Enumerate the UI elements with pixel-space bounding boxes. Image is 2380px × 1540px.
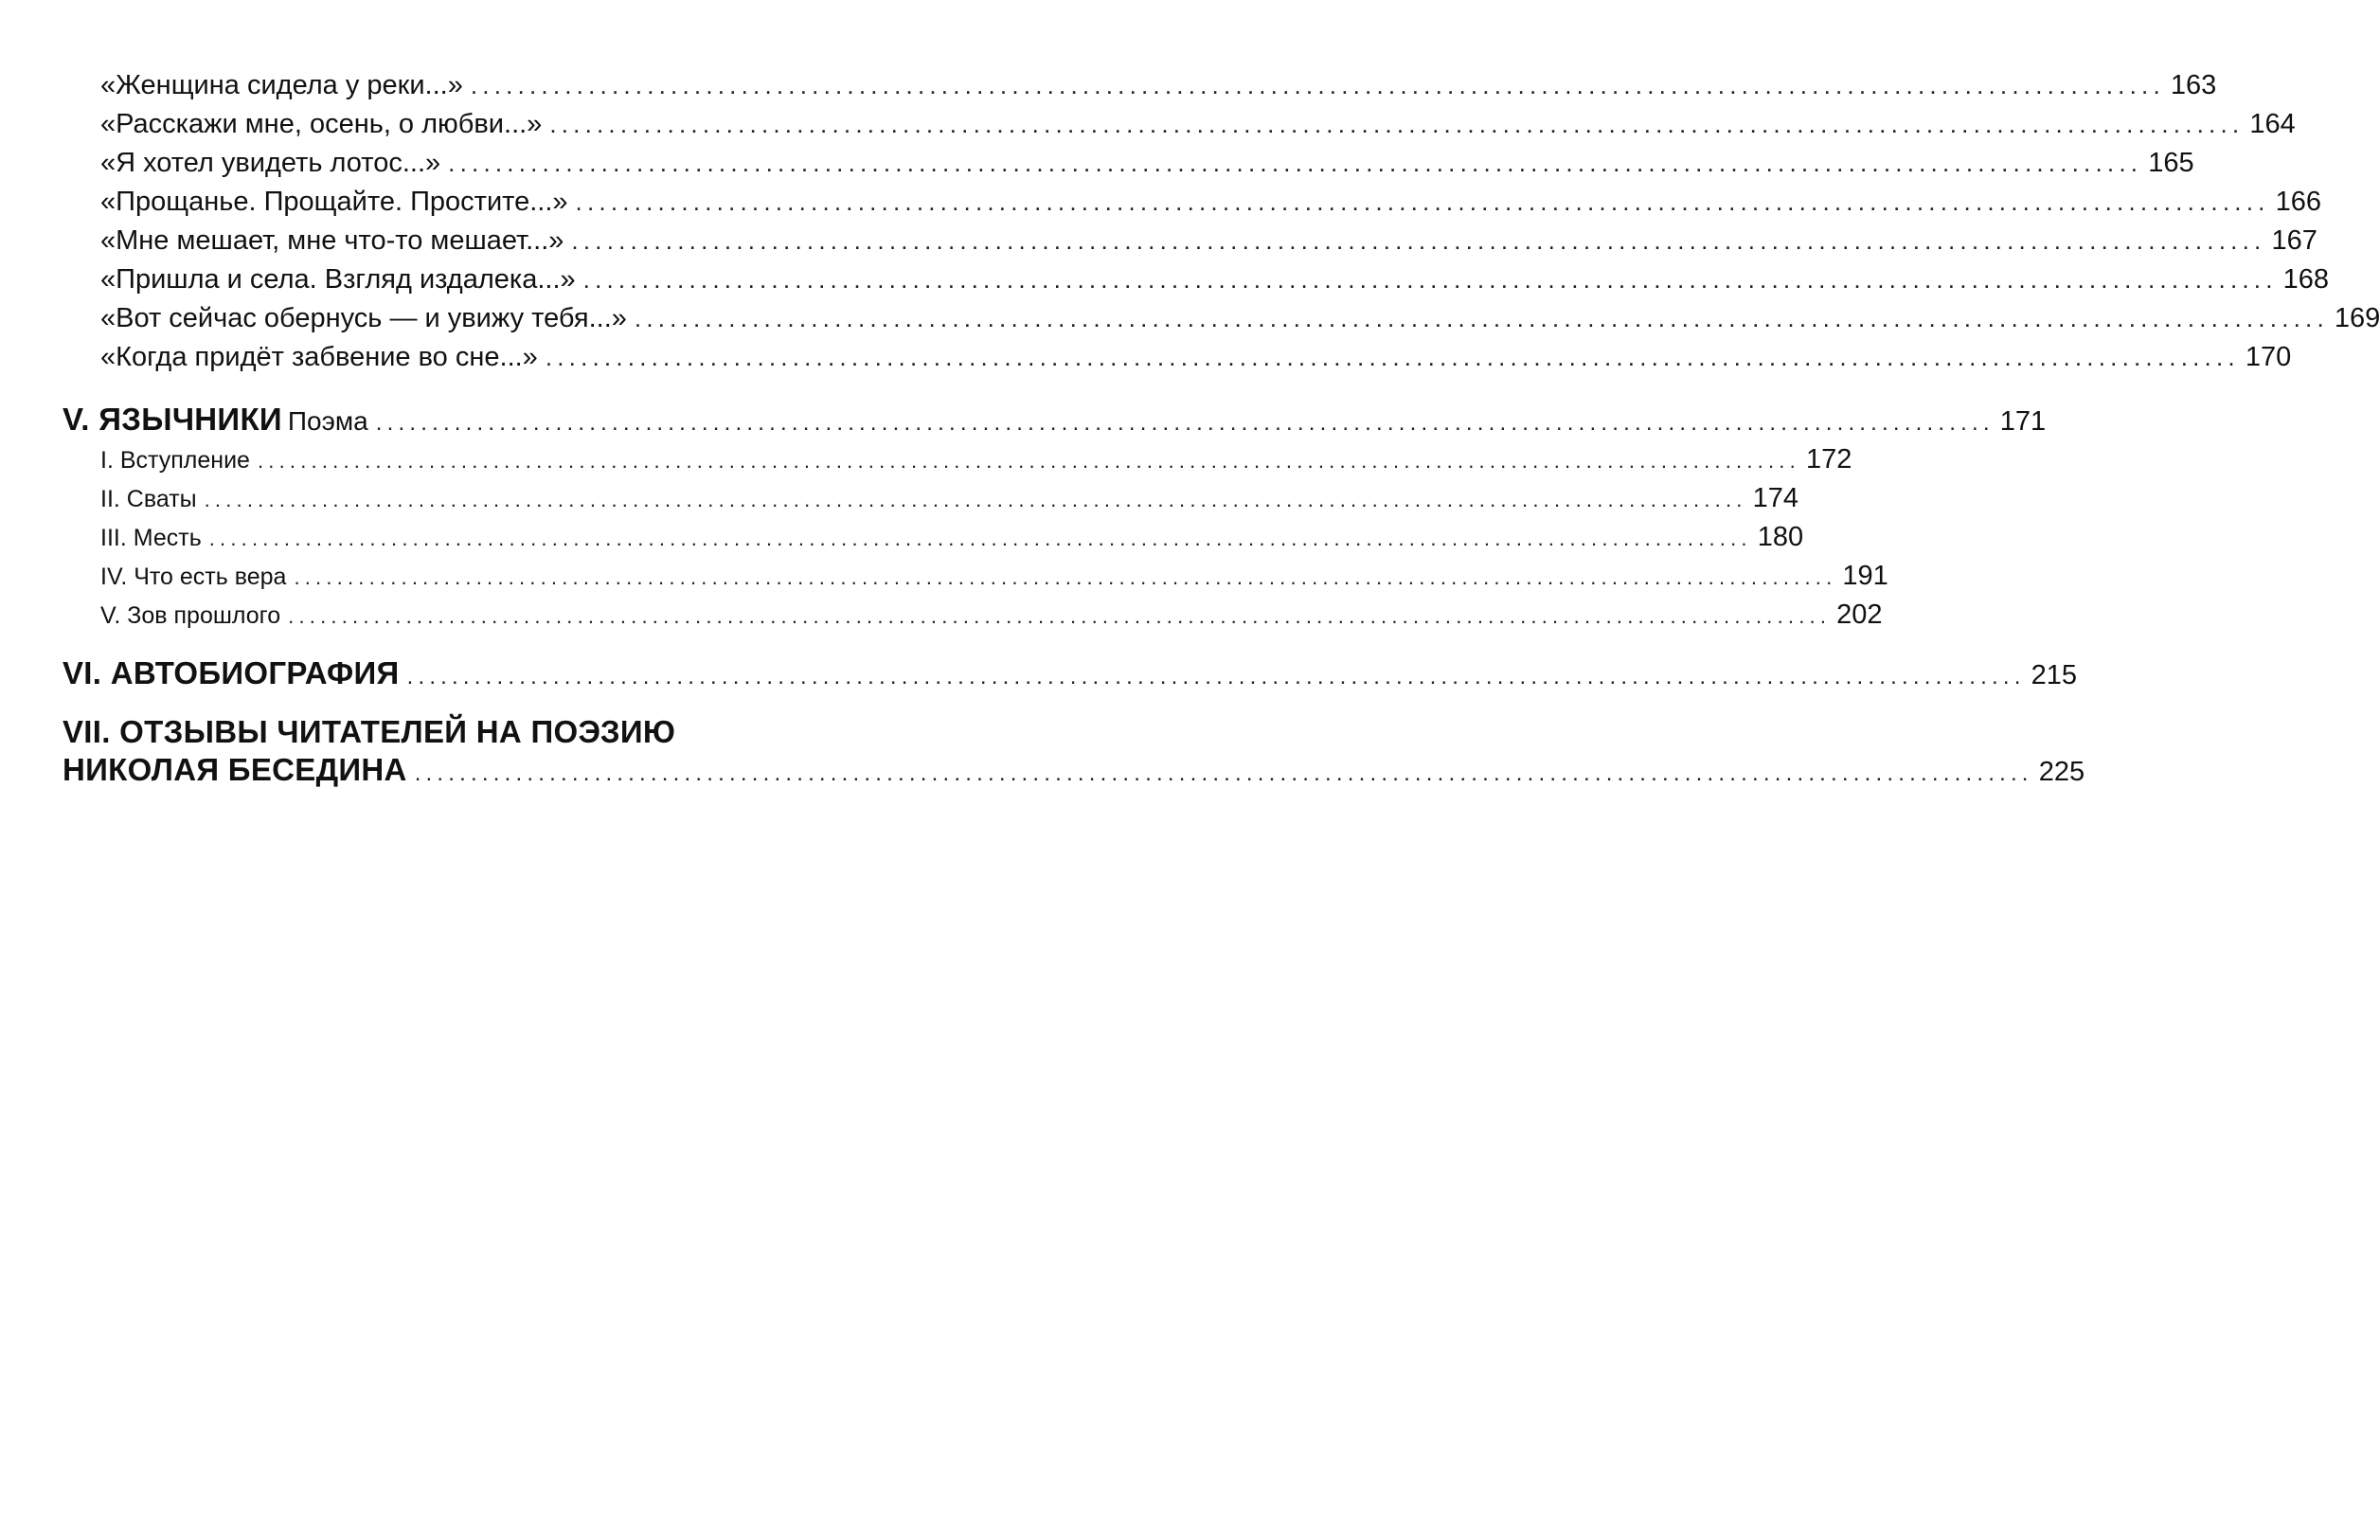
toc-entry (100, 148, 2194, 182)
section-subtitle: Поэма (287, 406, 368, 436)
section-title-line-2: НИКОЛАЯ БЕСЕДИНА (63, 752, 407, 787)
toc-entry (100, 70, 2217, 104)
toc-subentry (100, 561, 1888, 593)
section-heading (63, 655, 2077, 697)
dot-leader: ................................................................................................................................................ (448, 149, 2143, 177)
section-page: 225 (2038, 757, 2085, 787)
dot-leader: ................................................................................................................................................ (257, 449, 1800, 473)
dot-leader: ................................................................................................................................................ (288, 604, 1832, 628)
toc-entry-page: 166 (2275, 187, 2321, 217)
toc-entry (100, 225, 2317, 260)
toc-entry-title: «Я хотел увидеть лотос...» (100, 148, 441, 178)
toc-subentry-page: 180 (1757, 522, 1804, 552)
toc-entry-title: «Прощанье. Прощайте. Простите...» (100, 187, 568, 217)
toc-subentry (100, 600, 1883, 632)
dot-leader: ................................................................................................................................................ (549, 110, 2245, 138)
toc-entry-title: «Расскажи мне, осень, о любви...» (100, 109, 543, 139)
toc-entry-page: 165 (2148, 148, 2194, 178)
toc-subentry-page: 191 (1842, 561, 1888, 591)
dot-leader: ................................................................................................................................................ (545, 343, 2240, 371)
toc-subentry (100, 483, 1798, 515)
toc-subentry-title: I. Вступление (100, 447, 250, 474)
dot-leader: ................................................................................................................................................ (294, 565, 1837, 589)
toc-subentry-page: 174 (1752, 483, 1798, 513)
dot-leader: ................................................................................................................................................ (571, 226, 2266, 255)
dot-leader: ................................................................................................................................................ (634, 304, 2329, 332)
section-heading (63, 402, 2047, 443)
section-title-line-1: VII. ОТЗЫВЫ ЧИТАТЕЛЕЙ НА ПОЭЗИЮ (63, 714, 676, 749)
toc-subentry-title: IV. Что есть вера (100, 564, 287, 590)
toc-entry-page: 169 (2334, 303, 2380, 333)
toc-entry-page: 170 (2245, 342, 2292, 372)
section-title: VI. АВТОБИОГРАФИЯ (63, 655, 400, 690)
toc-subentry-title: III. Месть (100, 525, 202, 551)
toc-subentry (100, 444, 1852, 476)
toc-entry-page: 164 (2249, 109, 2296, 139)
toc-entry-title: «Мне мешает, мне что-то мешает...» (100, 225, 564, 256)
toc-entry-title: «Женщина сидела у реки...» (100, 70, 463, 100)
toc-entry-page: 163 (2170, 70, 2217, 100)
toc-entry (100, 109, 2296, 143)
section-page: 171 (1999, 406, 2047, 437)
dot-leader: ................................................................................................................................................ (375, 410, 1995, 436)
toc-entry-title: «Вот сейчас обернусь — и увижу тебя...» (100, 303, 627, 333)
toc-subentry-page: 172 (1805, 444, 1852, 475)
toc-entry (100, 303, 2380, 337)
dot-leader: ................................................................................................................................................ (208, 527, 1752, 550)
dot-leader: ................................................................................................................................................ (414, 761, 2033, 786)
section-title-wrap (63, 402, 368, 438)
section-heading (63, 752, 2085, 794)
dot-leader: ................................................................................................................................................ (575, 188, 2270, 216)
dot-leader: ................................................................................................................................................ (406, 664, 2026, 689)
toc-entry-page: 168 (2282, 264, 2330, 295)
dot-leader: ................................................................................................................................................ (470, 71, 2165, 99)
toc-entry (100, 342, 2292, 376)
dot-leader: ................................................................................................................................................ (204, 488, 1747, 511)
toc-subentry-page: 202 (1836, 600, 1883, 630)
toc-subentry-title: V. Зов прошлого (100, 602, 281, 629)
dot-leader: ................................................................................................................................................ (582, 265, 2278, 294)
section-page: 215 (2031, 660, 2077, 690)
toc-entry (100, 187, 2321, 221)
toc-entry-title: «Пришла и села. Взгляд издалека...» (100, 264, 576, 295)
toc-entry (100, 264, 2330, 298)
section-title: V. ЯЗЫЧНИКИ (63, 402, 282, 437)
toc-entry-page: 167 (2271, 225, 2317, 256)
toc-subentry-title: II. Сваты (100, 486, 197, 512)
toc-subentry (100, 522, 1804, 554)
toc-entry-title: «Когда придёт забвение во сне...» (100, 342, 538, 372)
